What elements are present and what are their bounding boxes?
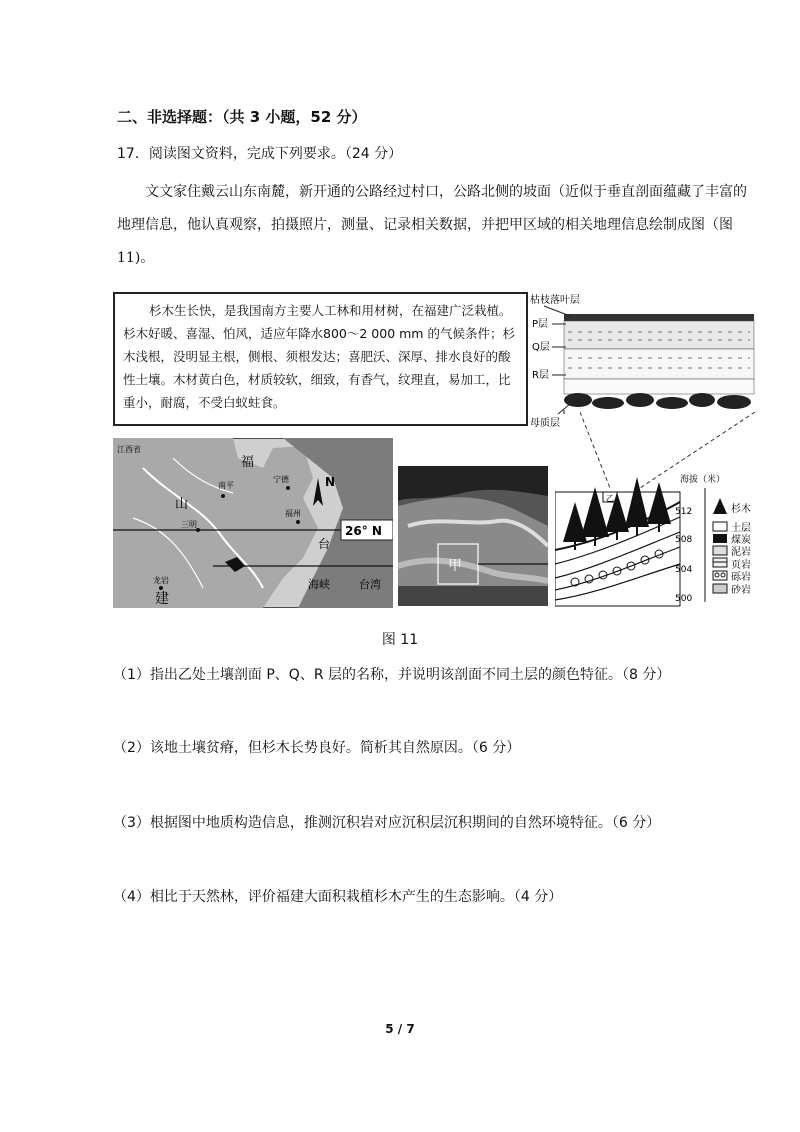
- map-label-longyan: 龙岩: [153, 576, 169, 585]
- map-label-jian: 建: [155, 591, 169, 607]
- legend-4: 页岩: [731, 560, 751, 571]
- legend-1: 土层: [731, 523, 751, 534]
- fujian-map: [113, 438, 393, 608]
- map-label-fu: 福: [241, 455, 255, 470]
- label-parent: 母质层: [530, 418, 560, 429]
- legend-5: 砾岩: [731, 572, 751, 583]
- label-r: R层: [532, 370, 549, 381]
- label-litter: 枯枝落叶层: [530, 295, 580, 306]
- map-label-tai: 台: [318, 537, 331, 551]
- slope-photo: [398, 466, 548, 606]
- intro-paragraph: 文文家住戴云山东南麓，新开通的公路经过村口，公路北侧的坡面（近似于垂直剖面蕴藏了丰富的地理信息，他认真观察，拍摄照片，测量、记录相关数据，并把甲区域的相关地理信息绘制成图（图 11)。: [117, 184, 747, 266]
- map-label-sanming: 三明: [181, 520, 197, 529]
- question-4: （4）相比于天然林，评价福建大面积栽植杉木产生的生态影响。（4 分）: [113, 889, 563, 905]
- map-label-ningde: 宁德: [273, 475, 289, 484]
- label-p: P层: [532, 319, 549, 330]
- map-label-jiangxi: 江西省: [117, 445, 141, 454]
- p-layer: [564, 321, 754, 349]
- map-label-haixia: 海峡: [308, 578, 330, 591]
- section-title: 二、非选择题：（共 3 小题，52 分）: [117, 108, 367, 126]
- question-3: （3）根据图中地质构造信息，推测沉积岩对应沉积层沉积期间的自然环境特征。（6 分）: [113, 815, 661, 831]
- photo-label-jia: 甲: [448, 558, 462, 574]
- map-label-shan: 山: [175, 497, 189, 512]
- r-layer: [564, 379, 754, 394]
- tick-504: 504: [675, 565, 693, 575]
- section-label-yi: 乙: [606, 494, 614, 503]
- figure-caption: 图 11: [381, 632, 419, 648]
- geologic-section: [555, 432, 760, 607]
- legend-3: 泥岩: [731, 547, 751, 558]
- map-label-fuzhou: 福州: [285, 509, 301, 518]
- map-label-nanping: 南平: [218, 481, 234, 490]
- north-label: N: [325, 475, 336, 489]
- question-1: （1）指出乙处土壤剖面 P、Q、R 层的名称，并说明该剖面不同土层的颜色特征。（8 分）: [113, 667, 671, 683]
- litter-layer: [564, 314, 754, 321]
- tick-512: 512: [675, 507, 693, 517]
- tick-508: 508: [675, 535, 693, 545]
- info-box: 杉木生长快，是我国南方主要人工林和用材树，在福建广泛栽植。杉木好暖、喜湿、怕风，适应年降水800～2 000 mm 的气候条件；杉木浅根，没明显主根，侧根、须根发达；喜肥沃、深厚、排水良好的酸性土壤。木材黄白色，材质较软，细致，有香气，纹理直，易加工，比重小，耐腐，不受白蚁蛀食。: [113, 292, 528, 426]
- page-number: 5 / 7: [385, 1022, 415, 1036]
- q-layer: [564, 349, 754, 379]
- question-2: （2）该地土壤贫瘠，但杉木长势良好。简析其自然原因。（6 分）: [113, 740, 521, 756]
- legend-6: 砂岩: [731, 585, 751, 596]
- legend-tree-icon: [713, 498, 727, 514]
- question-header: 17．阅读图文资料，完成下列要求。（24 分）: [117, 146, 403, 162]
- label-q: Q层: [532, 342, 550, 353]
- tick-500: 500: [675, 594, 693, 604]
- legend-2: 煤炭: [731, 535, 751, 546]
- map-label-taiwan: 台湾: [359, 578, 381, 591]
- parent-material-rocks: [564, 393, 751, 409]
- legend-0: 杉木: [731, 504, 751, 515]
- axis-title: 海拔（米）: [680, 475, 726, 485]
- latitude-label: 26° N: [345, 524, 382, 538]
